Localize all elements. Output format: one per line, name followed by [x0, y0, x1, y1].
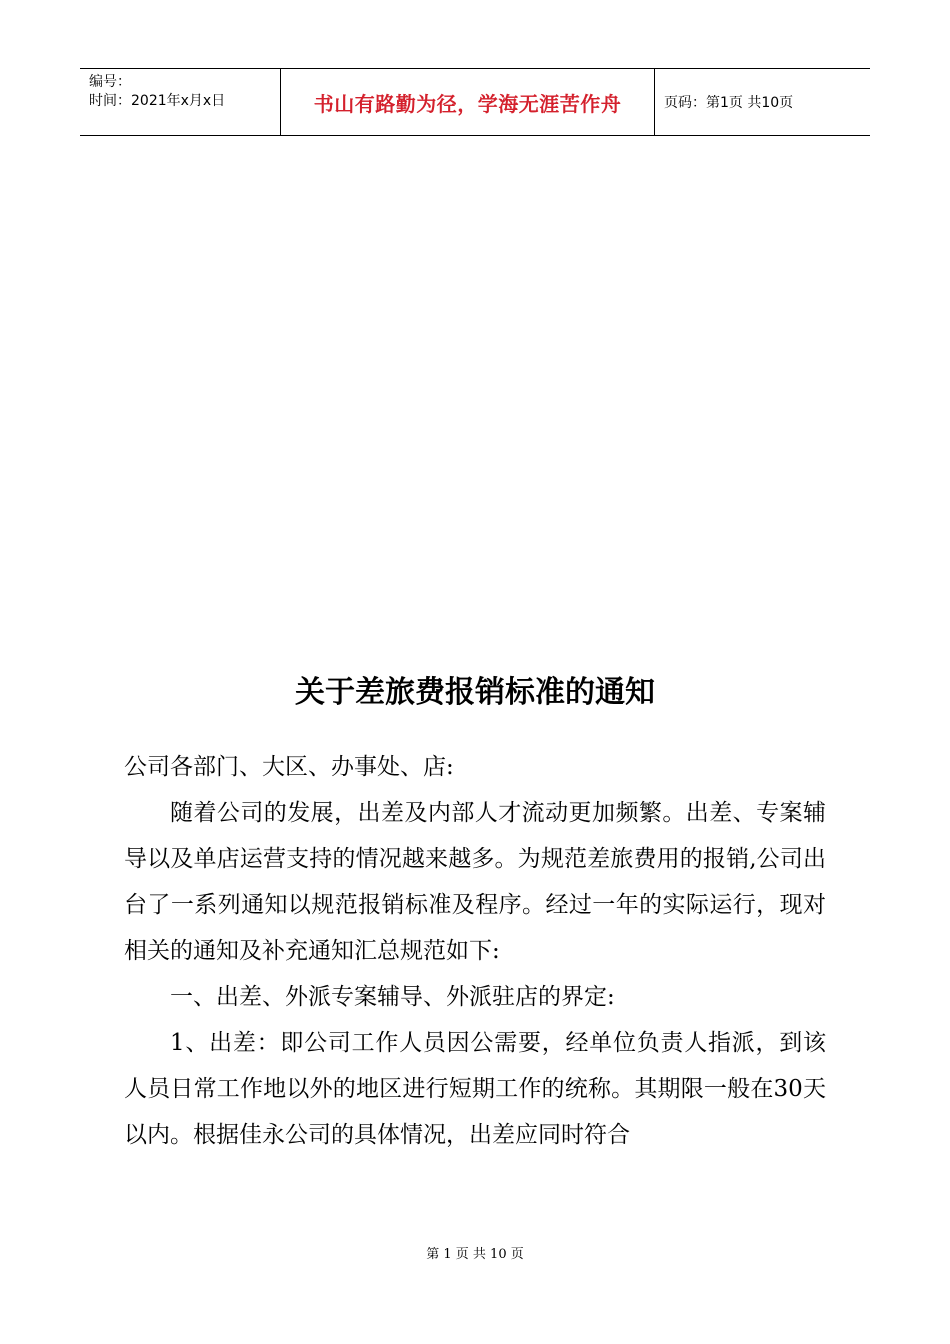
time-label: 时间：2021年x月x日	[89, 93, 226, 109]
header-motto: 书山有路勤为径，学海无涯苦作舟	[281, 69, 655, 135]
header-meta	[80, 69, 281, 135]
section-heading: 一、出差、外派专案辅导、外派驻店的界定:	[170, 984, 615, 1010]
paragraph-definition: 1、出差：即公司工作人员因公需要，经单位负责人指派，到该人员日常工作地以外的地区进行短期工作的统称。其期限一般在30天以内。根据佳永公司的具体情况，出差应同时符合	[124, 1030, 826, 1148]
header-page-info: 页码：第1页 共10页	[664, 95, 794, 111]
page-header	[80, 68, 870, 136]
salutation: 公司各部门、大区、办事处、店:	[124, 754, 454, 780]
number-label: 编号：	[89, 74, 131, 90]
paragraph-intro: 随着公司的发展，出差及内部人才流动更加频繁。出差、专案辅导以及单店运营支持的情况越来越多。为规范差旅费用的报销,公司出台了一系列通知以规范报销标准及程序。经过一年的实际运行，现对相关的通知及补充通知汇总规范如下:	[124, 800, 826, 964]
page-footer: 第 1 页 共 10 页	[426, 1247, 524, 1262]
document-title: 关于差旅费报销标准的通知	[295, 675, 655, 710]
document-body	[124, 744, 826, 1158]
